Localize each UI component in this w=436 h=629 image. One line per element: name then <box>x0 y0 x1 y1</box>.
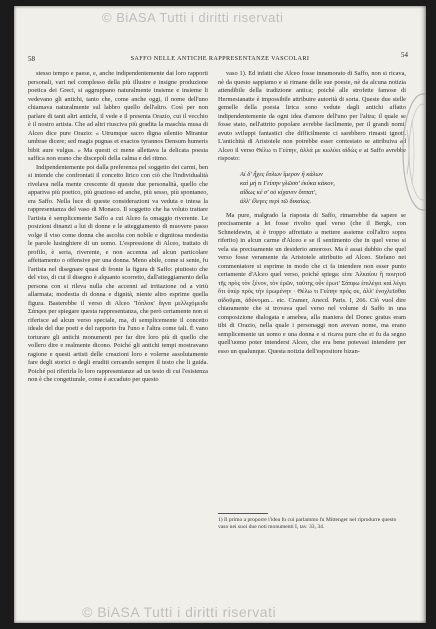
greek-verse-line: καὶ μή τι Γείπην γλῶσσ' ἐκύκα κάκον, <box>240 179 335 187</box>
footnote-rule <box>218 513 268 514</box>
footnote-text: 1) Il primo a proporre l'idea fu cui parlammo fu Mittenger nel riprodurre questo vaso nei suoi due noti monumenti I, tav. 33, 34. <box>218 517 397 530</box>
running-head <box>14 51 426 66</box>
greek-verses <box>240 170 406 206</box>
right-column <box>218 70 406 356</box>
left-paragraph-2: Indipendentemente poi dalla preferenza pel soggetto dei carmi, ben si intende che confrontati il concetto lirico con ciò che l'individualità rivelava nella mente crescente di queste due personalità, quello che appariva più poetico, più grazioso ed anche, più sesso, più spontaneo, era Saffo. Nella luce di queste considerazioni va veduta e intesa la rappresentanza del vaso di Monaco. Il soggetto che ha voluto trattare l'artista è semplicemente Saffo a cui Alceo fa omaggio riverente. Le posizioni dinanzi a lui di donne e le atteggiamento di muovere passo volge il viso come donna che ascolta con nobile e dignitosa modestia le parole lusinghiere di un uomo. L'espressione di Alceo, trattato di profilo, è seria, riverente, e non accenna ad alcun particolare affettamento o offensive per una donna. Meno abile, come si sente, fu l'artista nel disegnare quasi di fronte la figura di Saffo: piuttosto che del viso, di cui il disegno è alquanto scorretto, dall'atteggiamento della persona con si rileva nulla che accenni ad irritazione od a virtù allarmata; modestia di donna e dignità, niente altro esprime quella figura. Basterebbe il verso di Alceo 'Ἰόπλοκ' ἄγνα μελλιχόμειδε Σάπφοι per spiegare questa rappresentanza, che però certamente non si riferisce ad alcun verso speciale, ma, di semplicemente il concetto ideale del due poeti e del rapporto fra l'uno e l'altra come tali. È vano torturare gli antichi monumenti per far dire loro più di quello che vollero dire e realmente dicono. Poiché gli antichi tempi mostravano ragione e questi artisti delle creazioni loro e volerne assolutamente fare degli storici o degli eruditi cercando sempre il testo che li guida. Poiché poi riferirla lo loro rappresentanze ad un testo di cui l'esistenza non è che congetturale, come è accaduto per questo <box>28 163 208 383</box>
watermark-top: © BiASA Tutti i diritti riservati <box>102 10 284 25</box>
document-page <box>14 6 426 623</box>
greek-verse-line: αἴδως κέ σ' οὐ κίχανεν ὄππατ', <box>240 188 317 196</box>
greek-verse-line: Αἰ δ' ἦχες ἔσλων ἵμερον ἢ κάλων <box>240 170 323 178</box>
right-paragraph-1: vaso 1). Ed infatti che Alceo fosse innamorato di Saffo, non si ricava, nè da questo sappiamo e si rimane delle sue poesie, nè da alcuna notizia attendibile della tradizione antica; poiché alle strofette famose di Hermesianatte è impossibile attribuire autorità di sorta. Queste due stelle gemelle della poesia lirica sono vedute dagli antichi affatto indipendentemente da ogni idea d'amore dell'uno per l'altra; il quale se fosse stato, nell'attrito popolare avrebbe facilmente, per il grandi nomi, avuto sviluppi fantastici che difficilmente ci sarebbero rimasti ignoti. L'antichità di Aristotele non potrebbe esser contestato se attribuiva ad Alceo il verso Θέλω τι Γείπην, ἀλλά με κωλύει αἰδώς e ai Saffo avrebbe risposto: <box>218 70 406 162</box>
running-title: SAFFO NELLE ANTICHE RAPPRESENTANZE VASCOLARI <box>130 55 310 62</box>
greek-verse-line: ἀλλ' ἔλεγες περὶ τῶ δικαίως. <box>240 197 312 205</box>
left-paragraph-1: stesso tempo e paese, e, anche indipendentemente dai loro rapporti personali, vari nel complesso della più illustre e insigne produzione poetica dei Greci, si aggruppano naturalmente insieme e insieme li vedevano gli antichi, tanto che, come anche oggi, il nome dell'uno chiamava naturalmente sul labbro quello dell'altro. Così per non parlare di tanti altri antichi, il vede e il presenta Orazio, cui il vecchio è il nostro artista. Che ad altri riusciva più gradita la maschia musa di Alceo dice pure Orazio: « Utrumque sacro digna silentio Mirantur umbrae dicere; sed magis pugnas et exactos tyrannos Densum humeris bibit aure vulgus. » Ma questi ci mene allettava la delicata poesia saffica non erano che discepoli della calma e del ritmo. <box>28 70 208 162</box>
footnote <box>218 513 406 531</box>
scan-shadow <box>420 6 426 623</box>
page-number-right: 54 <box>401 51 408 59</box>
right-paragraph-2: Ma pure, malgrado la risposta di Saffo, rimarrebbe da sapere se precisamente a lei fosse rivolto quel verso (che il Bergk, con Schneidewin, si è troppo affrettato a mettere assieme coll'altro sopra riferito) in alcun carme d'Alceo e se il sentimento che in quel verso si vela sia precisamente un desiderio amoroso. Ma è assai dubbio che quel verso fosse veramente da Aristotele attribuito ad Alceo. Stefano nei commentatore si esprime in modo che ci fa intendere non esser punto certamente d'Alceo quel verso, poiché spiega: εἰπε Ἀλκαίου ἢ ποιητοῦ τῆς πρὸς τὸν ξένον, τὸν ἐρῶν, ταύτης οὖν ἐρωτ' Σάπφω ἐπιλέγει καὶ λέγει ὅτι ὑπὲρ πρὸς τὴν ἐρωμένην · Θέλω τι Γείπην πρός σε, ἀλλ' ἐνοχλεῖσθαι αἰδοῦμαι, ἀδύνομαι... etc. Cramer, Anecd. Paris. I, 266. Ciò vuol dire chiaramente che si trovava quel verso nel volume di Saffo in una composizione dialogata e amebea, alla maniera del Donec gratus eram tibi di Orazio, nella quale i personaggi non avevan nome, ma erano semplicemente un uomo e una donna e si ricava pure che ei fu da segno quell'uomo poter intendersi Alceo, che era bene potevasi intendere per esso un qualunque. Questa notizia dell'espositore bizan- <box>218 211 406 355</box>
left-column <box>28 70 208 385</box>
watermark-bottom: © BiASA Tutti i diritti riservati <box>82 604 277 620</box>
page-number-left: 58 <box>28 55 35 63</box>
